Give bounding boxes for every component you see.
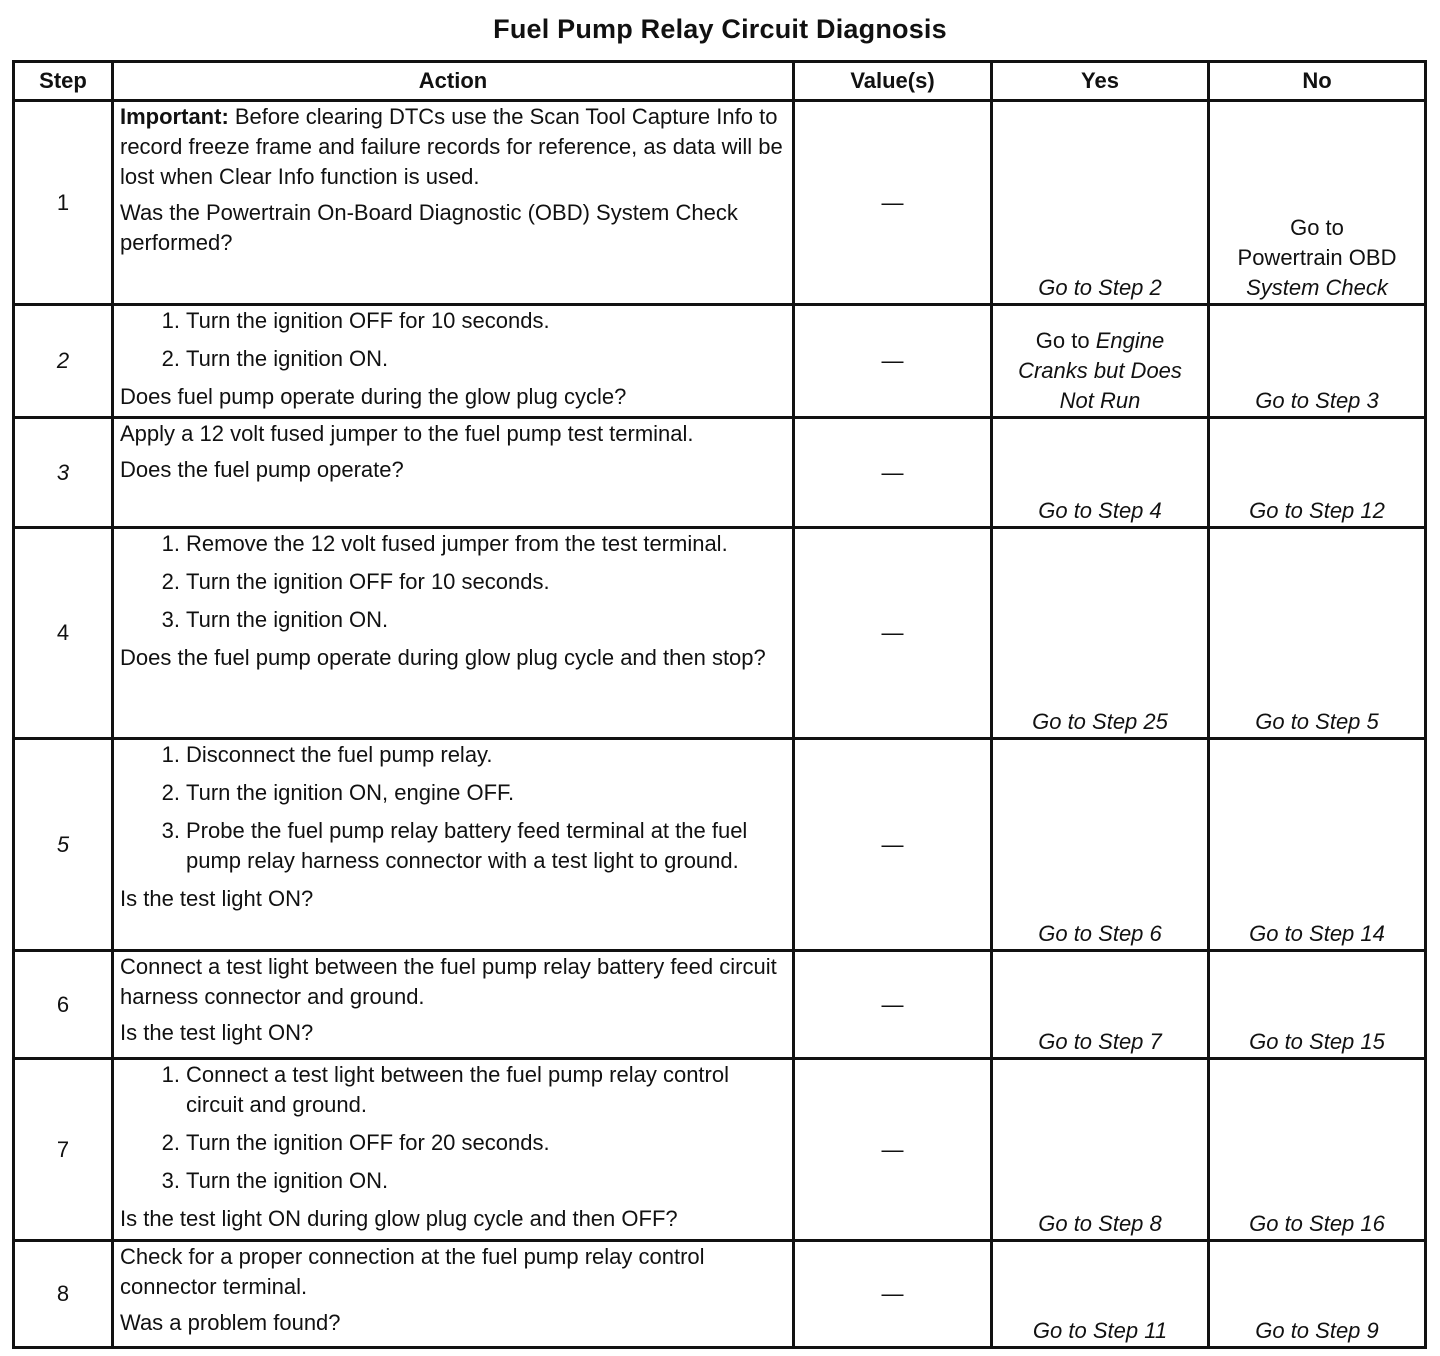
no-link[interactable]: Go to Step 16 [1209, 1059, 1426, 1241]
value-cell: — [794, 1059, 992, 1241]
yes-link[interactable] [992, 305, 1209, 418]
action-text: Connect a test light between the fuel pump relay battery feed circuit harness connector and ground. [120, 954, 777, 1009]
list-number: 3. [161, 1168, 180, 1193]
yes-link[interactable]: Go to Step 25 [992, 528, 1209, 739]
list-text: Turn the ignition ON. [186, 607, 389, 632]
step-number: 4 [14, 528, 113, 739]
important-label: Important: [120, 104, 229, 129]
list-item [120, 567, 786, 597]
action-cell [113, 1059, 794, 1241]
table-row [14, 101, 1426, 305]
no-link[interactable]: Go to Step 12 [1209, 418, 1426, 528]
header-step: Step [14, 62, 113, 101]
table-row [14, 305, 1426, 418]
list-number: 2. [161, 569, 180, 594]
yes-link[interactable]: Go to Step 8 [992, 1059, 1209, 1241]
value-cell: — [794, 528, 992, 739]
important-note [120, 102, 786, 192]
step-number: 2 [14, 305, 113, 418]
action-question: Is the test light ON? [120, 886, 314, 911]
list-number: 2. [161, 780, 180, 805]
yes-link[interactable]: Go to Step 2 [992, 101, 1209, 305]
value-cell: — [794, 305, 992, 418]
header-yes: Yes [992, 62, 1209, 101]
table-row [14, 1059, 1426, 1241]
step-number: 6 [14, 951, 113, 1059]
action-text: Check for a proper connection at the fuel pump relay control connector terminal. [120, 1244, 705, 1299]
no-link[interactable]: Go to Step 9 [1209, 1241, 1426, 1348]
list-item [120, 1060, 786, 1120]
list-text: Turn the ignition OFF for 10 seconds. [186, 308, 550, 333]
list-item [120, 816, 786, 876]
list-number: 1. [161, 742, 180, 767]
no-link[interactable]: Go to Step 5 [1209, 528, 1426, 739]
value-cell: — [794, 951, 992, 1059]
action-cell [113, 528, 794, 739]
no-link[interactable]: Go to Step 14 [1209, 739, 1426, 951]
action-cell [113, 305, 794, 418]
action-list [120, 306, 786, 374]
list-text: Disconnect the fuel pump relay. [186, 742, 493, 767]
table-row [14, 739, 1426, 951]
table-row [14, 1241, 1426, 1348]
list-item [120, 529, 786, 559]
step-number: 1 [14, 101, 113, 305]
action-question: Was the Powertrain On-Board Diagnostic (OBD) System Check performed? [120, 200, 738, 255]
table-row [14, 951, 1426, 1059]
table-row [14, 418, 1426, 528]
yes-link[interactable]: Go to Step 11 [992, 1241, 1209, 1348]
list-number: 3. [161, 818, 180, 843]
yes-prefix: Go to [1035, 328, 1096, 353]
list-text: Probe the fuel pump relay battery feed terminal at the fuel pump relay harness connector with a test light to ground. [186, 818, 748, 873]
action-cell [113, 1241, 794, 1348]
diagnosis-table [12, 60, 1427, 1349]
list-text: Turn the ignition OFF for 20 seconds. [186, 1130, 550, 1155]
action-question: Is the test light ON during glow plug cycle and then OFF? [120, 1206, 678, 1231]
step-number: 3 [14, 418, 113, 528]
action-list [120, 529, 786, 635]
action-question: Does the fuel pump operate? [120, 457, 404, 482]
list-number: 1. [161, 531, 180, 556]
header-values: Value(s) [794, 62, 992, 101]
list-item [120, 740, 786, 770]
list-text: Connect a test light between the fuel pump relay control circuit and ground. [186, 1062, 729, 1117]
no-line: Powertrain OBD [1237, 245, 1397, 270]
list-text: Remove the 12 volt fused jumper from the test terminal. [186, 531, 728, 556]
list-number: 1. [161, 1062, 180, 1087]
no-link[interactable] [1209, 101, 1426, 305]
value-cell: — [794, 101, 992, 305]
yes-link[interactable]: Go to Step 7 [992, 951, 1209, 1059]
list-number: 1. [161, 308, 180, 333]
step-number: 7 [14, 1059, 113, 1241]
list-text: Turn the ignition ON, engine OFF. [186, 780, 515, 805]
action-cell [113, 101, 794, 305]
header-no: No [1209, 62, 1426, 101]
action-list [120, 1060, 786, 1196]
yes-link-text: Engine Cranks but Does Not Run [1018, 328, 1182, 413]
list-item [120, 344, 786, 374]
value-cell: — [794, 1241, 992, 1348]
list-text: Turn the ignition OFF for 10 seconds. [186, 569, 550, 594]
header-row [14, 62, 1426, 101]
list-item [120, 1166, 786, 1196]
action-question: Does the fuel pump operate during glow plug cycle and then stop? [120, 645, 766, 670]
table-row [14, 528, 1426, 739]
list-item [120, 778, 786, 808]
no-line: Go to [1290, 215, 1344, 240]
list-text: Turn the ignition ON. [186, 346, 389, 371]
step-number: 5 [14, 739, 113, 951]
list-number: 2. [161, 346, 180, 371]
list-number: 2. [161, 1130, 180, 1155]
value-cell: — [794, 418, 992, 528]
action-cell [113, 418, 794, 528]
header-action: Action [113, 62, 794, 101]
action-text: Apply a 12 volt fused jumper to the fuel pump test terminal. [120, 421, 694, 446]
list-item [120, 306, 786, 336]
action-list [120, 740, 786, 876]
important-text: Before clearing DTCs use the Scan Tool Capture Info to record freeze frame and failure records for reference, as data will be lost when Clear Info function is used. [120, 104, 783, 189]
step-number: 8 [14, 1241, 113, 1348]
action-question: Does fuel pump operate during the glow plug cycle? [120, 384, 627, 409]
value-cell: — [794, 739, 992, 951]
action-cell [113, 739, 794, 951]
yes-link[interactable]: Go to Step 6 [992, 739, 1209, 951]
no-line: System Check [1246, 275, 1388, 300]
list-text: Turn the ignition ON. [186, 1168, 389, 1193]
yes-link[interactable]: Go to Step 4 [992, 418, 1209, 528]
action-question: Is the test light ON? [120, 1020, 314, 1045]
list-number: 3. [161, 607, 180, 632]
list-item [120, 605, 786, 635]
list-item [120, 1128, 786, 1158]
action-question: Was a problem found? [120, 1310, 341, 1335]
no-link[interactable]: Go to Step 15 [1209, 951, 1426, 1059]
action-cell [113, 951, 794, 1059]
page-title: Fuel Pump Relay Circuit Diagnosis [493, 14, 947, 44]
no-link[interactable]: Go to Step 3 [1209, 305, 1426, 418]
